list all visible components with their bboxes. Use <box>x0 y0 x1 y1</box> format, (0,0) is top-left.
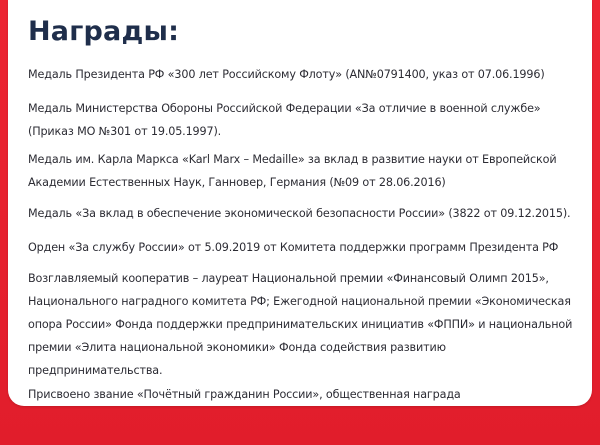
award-text-line: Академии Естественных Наук, Ганновер, Германия (№09 от 28.06.2016) <box>28 176 446 189</box>
award-text-line: Медаль Президента РФ «300 лет Российскому Флоту» (AN№0791400, указ от 07.06.1996) <box>28 68 545 81</box>
award-text-line: Присвоено звание «Почётный гражданин России», общественная награда <box>28 388 461 401</box>
page-title: Награды: <box>28 16 180 47</box>
award-text-line: премии «Элита национальной экономики» Фонда содействия развитию <box>28 341 446 354</box>
award-text-line: Медаль Министерства Обороны Российской Федерации «За отличие в военной службе» <box>28 102 541 115</box>
award-item <box>28 236 588 259</box>
award-item <box>28 267 588 382</box>
award-text-line: Возглавляемый кооператив – лауреат Национальной премии «Финансовый Олимп 2015», <box>28 272 549 285</box>
award-text-line: предпринимательства. <box>28 364 163 377</box>
award-item <box>28 383 588 406</box>
award-text-line: Национального наградного комитета РФ; Ежегодной национальной премии «Экономическая <box>28 295 571 308</box>
award-text-line: Медаль «За вклад в обеспечение экономической безопасности России» (3822 от 09.12.2015). <box>28 207 571 220</box>
awards-card <box>8 0 592 406</box>
award-text-line: Орден «За службу России» от 5.09.2019 от Комитета поддержки программ Президента РФ <box>28 241 559 254</box>
award-text-line: (Приказ МО №301 от 19.05.1997). <box>28 125 222 138</box>
award-item <box>28 148 588 194</box>
award-item <box>28 63 588 86</box>
award-text-line: опора России» Фонда поддержки предпринимательских инициатив «ФППИ» и национальной <box>28 318 573 331</box>
award-text-line: Медаль им. Карла Маркса «Karl Marx – Medaille» за вклад в развитие науки от Европейской <box>28 153 557 166</box>
award-item <box>28 202 588 225</box>
award-item <box>28 97 588 143</box>
